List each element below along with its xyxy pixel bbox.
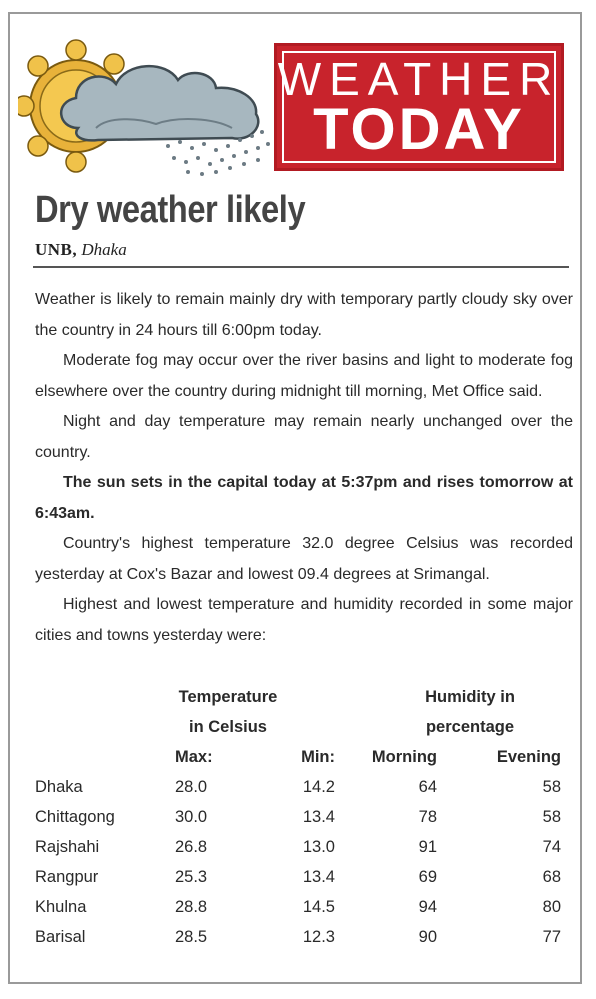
cloud-icon [61,66,258,140]
table-row [35,862,565,892]
table-row [35,802,565,832]
byline-rule [33,266,569,268]
cell-morning: 94 [418,898,437,916]
cell-evening: 58 [542,808,561,826]
sun-cloud-rain-icon [18,36,280,176]
cell-city: Chittagong [35,808,115,826]
cell-min: 13.4 [302,868,335,886]
cell-morning: 91 [418,838,437,856]
cell-city: Dhaka [35,778,83,796]
article-body [35,285,573,651]
cell-city: Rangpur [35,868,99,886]
cell-morning: 69 [418,868,437,886]
paragraph: Country's highest temperature 32.0 degree Celsius was recorded yesterday at Cox's Bazar and lowest 09.4 degrees at Srimangal. [35,535,573,583]
group-header-temperature [153,682,303,742]
table-row [35,832,565,862]
group-header-line: Humidity in [425,688,515,706]
paragraph: Night and day temperature may remain nearly unchanged over the country. [35,413,573,461]
cell-min: 12.3 [302,928,335,946]
cell-city: Barisal [35,928,86,946]
group-header-line: Temperature [178,688,278,706]
byline-place: Dhaka [81,240,127,259]
byline [35,240,127,260]
weather-today-banner [274,43,564,171]
table-row [35,892,565,922]
col-header-min: Min: [301,748,335,766]
cell-max: 28.8 [175,898,208,916]
paragraph: Highest and lowest temperature and humidity recorded in some major cities and towns yesterday were: [35,596,573,644]
cell-city: Khulna [35,898,87,916]
col-header-max: Max: [175,748,213,766]
cell-evening: 77 [542,928,561,946]
cell-min: 14.5 [302,898,335,916]
group-header-line: in Celsius [189,718,267,736]
paragraph-sun-times: The sun sets in the capital today at 5:37pm and rises tomorrow at 6:43am. [35,474,573,522]
cell-morning: 78 [418,808,437,826]
cell-max: 26.8 [175,838,208,856]
cell-evening: 68 [542,868,561,886]
cell-max: 30.0 [175,808,208,826]
headline: Dry weather likely [35,189,306,231]
banner-word-today: TODAY [313,97,525,162]
col-header-morning: Morning [371,748,437,766]
cell-evening: 74 [542,838,561,856]
cell-min: 14.2 [302,778,335,796]
paragraph: Moderate fog may occur over the river basins and light to moderate fog elsewhere over the country during midnight till morning, Met Office said. [35,352,573,400]
group-header-humidity [385,682,555,742]
cell-max: 28.5 [175,928,208,946]
table-row [35,922,565,952]
cell-evening: 58 [542,778,561,796]
cell-max: 25.3 [175,868,208,886]
cell-max: 28.0 [175,778,208,796]
cell-morning: 90 [418,928,437,946]
cell-morning: 64 [418,778,437,796]
paragraph: Weather is likely to remain mainly dry with temporary partly cloudy sky over the country in 24 hours till 6:00pm today. [35,291,573,339]
cell-min: 13.0 [302,838,335,856]
table-header-row [35,742,565,772]
cell-city: Rajshahi [35,838,100,856]
byline-agency: UNB, [35,240,78,259]
cell-min: 13.4 [302,808,335,826]
group-header-line: percentage [425,718,515,736]
col-header-evening: Evening [496,748,561,766]
table-row [35,772,565,802]
cell-evening: 80 [542,898,561,916]
banner-word-weather: WEATHER [277,53,561,105]
